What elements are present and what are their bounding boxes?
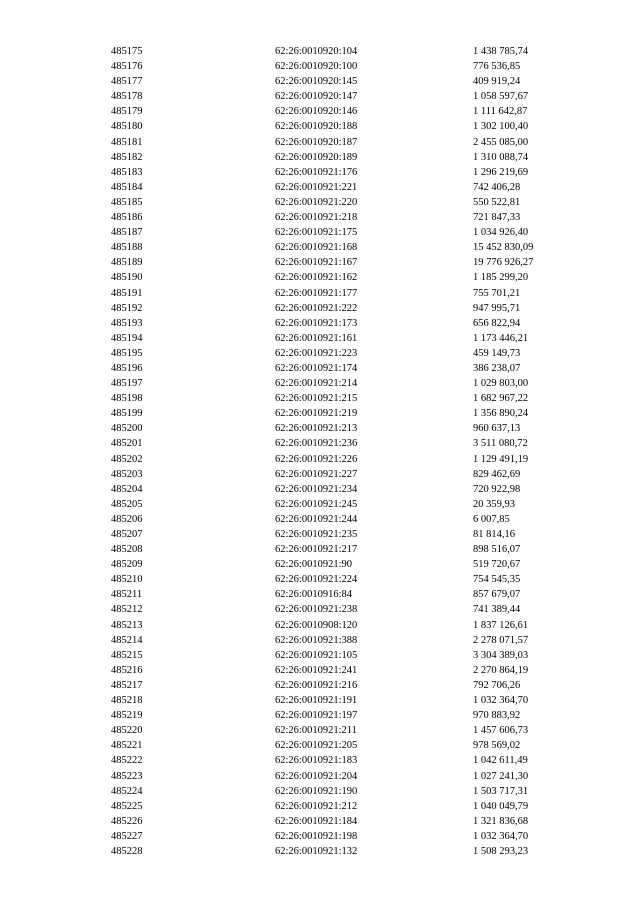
table-row bbox=[111, 587, 573, 602]
table-row bbox=[111, 150, 573, 165]
row-id-cell: 485185 bbox=[111, 196, 143, 208]
cadastral-value-cell: 1 129 491,19 bbox=[473, 453, 529, 465]
cadastral-number-cell: 62:26:0010921:226 bbox=[275, 453, 358, 465]
cadastral-number-cell: 62:26:0010921:177 bbox=[275, 287, 358, 299]
cadastral-value-cell: 1 438 785,74 bbox=[473, 46, 529, 57]
row-id-cell: 485206 bbox=[111, 513, 143, 525]
table-row bbox=[111, 346, 573, 361]
table-row bbox=[111, 753, 573, 768]
table-row bbox=[111, 844, 573, 859]
table-row bbox=[111, 738, 573, 753]
cadastral-value-cell: 857 679,07 bbox=[473, 589, 521, 601]
cadastral-value-cell: 20 359,93 bbox=[473, 498, 515, 510]
table-row bbox=[111, 572, 573, 587]
cadastral-number-cell: 62:26:0010921:175 bbox=[275, 227, 358, 239]
row-id-cell: 485211 bbox=[111, 589, 143, 601]
row-id-cell: 485199 bbox=[111, 408, 143, 420]
table-row bbox=[111, 512, 573, 527]
row-id-cell: 485197 bbox=[111, 378, 143, 390]
cadastral-number-cell: 62:26:0010920:188 bbox=[275, 121, 358, 133]
table-row bbox=[111, 331, 573, 346]
table-row bbox=[111, 542, 573, 557]
cadastral-value-cell: 792 706,26 bbox=[473, 679, 521, 691]
cadastral-number-cell: 62:26:0010920:189 bbox=[275, 151, 358, 163]
cadastral-number-cell: 62:26:0010916:84 bbox=[275, 589, 353, 601]
cadastral-value-cell: 898 516,07 bbox=[473, 544, 521, 556]
table-row bbox=[111, 618, 573, 633]
table-row bbox=[111, 286, 573, 301]
cadastral-number-cell: 62:26:0010921:184 bbox=[275, 815, 358, 827]
row-id-cell: 485194 bbox=[111, 332, 143, 344]
table-row bbox=[111, 497, 573, 512]
cadastral-value-cell: 1 029 803,00 bbox=[473, 378, 529, 390]
cadastral-value-cell: 15 452 830,09 bbox=[473, 242, 534, 254]
row-id-cell: 485227 bbox=[111, 830, 143, 842]
row-id-cell: 485184 bbox=[111, 181, 143, 193]
cadastral-value-cell: 741 389,44 bbox=[473, 604, 521, 616]
table-row bbox=[111, 104, 573, 119]
cadastral-number-cell: 62:26:0010921:222 bbox=[275, 302, 358, 314]
table-row bbox=[111, 421, 573, 436]
cadastral-number-cell: 62:26:0010921:217 bbox=[275, 544, 358, 556]
row-id-cell: 485222 bbox=[111, 755, 143, 767]
table-row bbox=[111, 255, 573, 270]
table-row bbox=[111, 361, 573, 376]
cadastral-number-cell: 62:26:0010921:244 bbox=[275, 513, 358, 525]
table-row bbox=[111, 769, 573, 784]
table-row bbox=[111, 240, 573, 255]
table-row bbox=[111, 708, 573, 723]
table-row bbox=[111, 316, 573, 331]
row-id-cell: 485223 bbox=[111, 770, 143, 782]
row-id-cell: 485216 bbox=[111, 664, 143, 676]
cadastral-number-cell: 62:26:0010921:212 bbox=[275, 800, 358, 812]
cadastral-value-cell: 3 304 389,03 bbox=[473, 649, 529, 661]
table-row bbox=[111, 452, 573, 467]
cadastral-number-cell: 62:26:0010921:235 bbox=[275, 529, 358, 540]
row-id-cell: 485186 bbox=[111, 212, 143, 224]
cadastral-number-cell: 62:26:0010920:147 bbox=[275, 91, 358, 103]
table-row bbox=[111, 633, 573, 648]
cadastral-number-cell: 62:26:0010921:190 bbox=[275, 785, 358, 797]
cadastral-number-cell: 62:26:0010921:218 bbox=[275, 212, 358, 224]
cadastral-number-cell: 62:26:0010921:223 bbox=[275, 347, 358, 359]
cadastral-value-cell: 720 922,98 bbox=[473, 483, 521, 495]
cadastral-value-cell: 1 042 611,49 bbox=[473, 755, 528, 767]
cadastral-value-cell: 1 034 926,40 bbox=[473, 227, 529, 239]
table-row bbox=[111, 89, 573, 104]
row-id-cell: 485195 bbox=[111, 347, 143, 359]
cadastral-number-cell: 62:26:0010920:145 bbox=[275, 76, 358, 88]
cadastral-value-cell: 519 720,67 bbox=[473, 559, 521, 571]
row-id-cell: 485205 bbox=[111, 498, 143, 510]
cadastral-value-cell: 1 682 967,22 bbox=[473, 393, 529, 405]
cadastral-value-cell: 829 462,69 bbox=[473, 468, 521, 480]
row-id-cell: 485209 bbox=[111, 559, 143, 571]
row-id-cell: 485219 bbox=[111, 710, 143, 722]
cadastral-value-cell: 754 545,35 bbox=[473, 574, 521, 586]
cadastral-number-cell: 62:26:0010921:216 bbox=[275, 679, 358, 691]
row-id-cell: 485193 bbox=[111, 317, 143, 329]
row-id-cell: 485201 bbox=[111, 438, 143, 450]
cadastral-number-cell: 62:26:0010921:191 bbox=[275, 695, 358, 707]
table-row bbox=[111, 693, 573, 708]
row-id-cell: 485176 bbox=[111, 61, 143, 73]
table-row bbox=[111, 225, 573, 240]
cadastral-number-cell: 62:26:0010921:198 bbox=[275, 830, 358, 842]
row-id-cell: 485178 bbox=[111, 91, 143, 103]
cadastral-value-cell: 1 302 100,40 bbox=[473, 121, 529, 133]
row-id-cell: 485214 bbox=[111, 634, 143, 646]
table-row bbox=[111, 119, 573, 134]
row-id-cell: 485177 bbox=[111, 76, 143, 88]
cadastral-value-cell: 19 776 926,27 bbox=[473, 257, 534, 269]
cadastral-number-cell: 62:26:0010921:204 bbox=[275, 770, 358, 782]
cadastral-number-cell: 62:26:0010921:238 bbox=[275, 604, 358, 616]
row-id-cell: 485207 bbox=[111, 529, 143, 540]
row-id-cell: 485225 bbox=[111, 800, 143, 812]
cadastral-value-cell: 721 847,33 bbox=[473, 212, 521, 224]
cadastral-number-cell: 62:26:0010921:215 bbox=[275, 393, 358, 405]
table-row bbox=[111, 784, 573, 799]
cadastral-value-cell: 1 032 364,70 bbox=[473, 830, 529, 842]
cadastral-number-cell: 62:26:0010921:162 bbox=[275, 272, 358, 284]
row-id-cell: 485196 bbox=[111, 362, 143, 374]
cadastral-number-cell: 62:26:0010920:100 bbox=[275, 61, 358, 73]
row-id-cell: 485208 bbox=[111, 544, 143, 556]
table-row bbox=[111, 467, 573, 482]
table-row bbox=[111, 180, 573, 195]
row-id-cell: 485179 bbox=[111, 106, 143, 118]
table-row bbox=[111, 678, 573, 693]
table-row bbox=[111, 436, 573, 451]
cadastral-number-cell: 62:26:0010921:245 bbox=[275, 498, 358, 510]
cadastral-number-cell: 62:26:0010920:104 bbox=[275, 46, 358, 57]
table-row bbox=[111, 527, 573, 542]
row-id-cell: 485212 bbox=[111, 604, 143, 616]
cadastral-number-cell: 62:26:0010921:211 bbox=[275, 725, 357, 737]
cadastral-value-cell: 1 508 293,23 bbox=[473, 845, 529, 857]
cadastral-value-cell: 776 536,85 bbox=[473, 61, 521, 73]
table-row bbox=[111, 829, 573, 844]
cadastral-value-cell: 386 238,07 bbox=[473, 362, 521, 374]
cadastral-number-cell: 62:26:0010920:187 bbox=[275, 136, 358, 148]
cadastral-number-cell: 62:26:0010921:227 bbox=[275, 468, 358, 480]
cadastral-number-cell: 62:26:0010921:173 bbox=[275, 317, 358, 329]
cadastral-number-cell: 62:26:0010921:167 bbox=[275, 257, 358, 269]
table-row bbox=[111, 406, 573, 421]
table-row bbox=[111, 557, 573, 572]
cadastral-value-cell: 81 814,16 bbox=[473, 529, 515, 540]
row-id-cell: 485202 bbox=[111, 453, 143, 465]
row-id-cell: 485215 bbox=[111, 649, 143, 661]
cadastral-value-cell: 755 701,21 bbox=[473, 287, 521, 299]
cadastral-number-cell: 62:26:0010921:161 bbox=[275, 332, 358, 344]
table-row bbox=[111, 74, 573, 89]
row-id-cell: 485187 bbox=[111, 227, 143, 239]
cadastral-number-cell: 62:26:0010921:241 bbox=[275, 664, 358, 676]
cadastral-number-cell: 62:26:0010921:205 bbox=[275, 740, 358, 752]
row-id-cell: 485198 bbox=[111, 393, 143, 405]
cadastral-value-cell: 1 027 241,30 bbox=[473, 770, 529, 782]
cadastral-value-cell: 1 173 446,21 bbox=[473, 332, 529, 344]
row-id-cell: 485226 bbox=[111, 815, 143, 827]
cadastral-value-cell: 3 511 080,72 bbox=[473, 438, 528, 450]
row-id-cell: 485220 bbox=[111, 725, 143, 737]
table-row bbox=[111, 210, 573, 225]
row-id-cell: 485228 bbox=[111, 845, 143, 857]
table-row bbox=[111, 59, 573, 74]
row-id-cell: 485204 bbox=[111, 483, 143, 495]
cadastral-value-cell: 960 637,13 bbox=[473, 423, 521, 435]
cadastral-value-cell: 970 883,92 bbox=[473, 710, 521, 722]
cadastral-number-cell: 62:26:0010921:236 bbox=[275, 438, 358, 450]
cadastral-number-cell: 62:26:0010921:234 bbox=[275, 483, 358, 495]
cadastral-value-table bbox=[111, 44, 573, 859]
table-row bbox=[111, 135, 573, 150]
row-id-cell: 485200 bbox=[111, 423, 143, 435]
cadastral-number-cell: 62:26:0010920:146 bbox=[275, 106, 358, 118]
cadastral-value-cell: 1 837 126,61 bbox=[473, 619, 529, 631]
cadastral-value-cell: 947 995,71 bbox=[473, 302, 521, 314]
table-row bbox=[111, 195, 573, 210]
row-id-cell: 485181 bbox=[111, 136, 143, 148]
table-row bbox=[111, 723, 573, 738]
table-row bbox=[111, 391, 573, 406]
cadastral-number-cell: 62:26:0010921:183 bbox=[275, 755, 358, 767]
cadastral-value-cell: 409 919,24 bbox=[473, 76, 521, 88]
table-row bbox=[111, 270, 573, 285]
cadastral-value-cell: 6 007,85 bbox=[473, 513, 510, 525]
row-id-cell: 485218 bbox=[111, 695, 143, 707]
cadastral-value-cell: 1 111 642,87 bbox=[473, 106, 528, 118]
row-id-cell: 485210 bbox=[111, 574, 143, 586]
cadastral-value-cell: 1 185 299,20 bbox=[473, 272, 529, 284]
row-id-cell: 485192 bbox=[111, 302, 143, 314]
table-row bbox=[111, 814, 573, 829]
table-row bbox=[111, 648, 573, 663]
cadastral-number-cell: 62:26:0010921:197 bbox=[275, 710, 358, 722]
cadastral-value-cell: 1 310 088,74 bbox=[473, 151, 529, 163]
row-id-cell: 485213 bbox=[111, 619, 143, 631]
cadastral-number-cell: 62:26:0010921:214 bbox=[275, 378, 358, 390]
cadastral-value-cell: 2 278 071,57 bbox=[473, 634, 529, 646]
cadastral-value-cell: 1 040 049,79 bbox=[473, 800, 529, 812]
row-id-cell: 485188 bbox=[111, 242, 143, 254]
table-row bbox=[111, 44, 573, 59]
cadastral-value-cell: 656 822,94 bbox=[473, 317, 521, 329]
table-row bbox=[111, 602, 573, 617]
cadastral-value-cell: 1 321 836,68 bbox=[473, 815, 529, 827]
cadastral-value-cell: 1 356 890,24 bbox=[473, 408, 529, 420]
table-row bbox=[111, 301, 573, 316]
row-id-cell: 485224 bbox=[111, 785, 143, 797]
cadastral-number-cell: 62:26:0010908:120 bbox=[275, 619, 358, 631]
cadastral-value-cell: 550 522,81 bbox=[473, 196, 521, 208]
row-id-cell: 485221 bbox=[111, 740, 143, 752]
table-body bbox=[111, 44, 573, 859]
cadastral-value-cell: 1 457 606,73 bbox=[473, 725, 529, 737]
cadastral-value-cell: 978 569,02 bbox=[473, 740, 521, 752]
row-id-cell: 485203 bbox=[111, 468, 143, 480]
cadastral-number-cell: 62:26:0010921:388 bbox=[275, 634, 358, 646]
cadastral-value-cell: 1 296 219,69 bbox=[473, 166, 529, 178]
row-id-cell: 485180 bbox=[111, 121, 143, 133]
row-id-cell: 485182 bbox=[111, 151, 143, 163]
row-id-cell: 485189 bbox=[111, 257, 143, 269]
table-row bbox=[111, 663, 573, 678]
cadastral-number-cell: 62:26:0010921:219 bbox=[275, 408, 358, 420]
cadastral-value-cell: 1 503 717,31 bbox=[473, 785, 529, 797]
table-row bbox=[111, 165, 573, 180]
cadastral-value-cell: 1 058 597,67 bbox=[473, 91, 529, 103]
cadastral-number-cell: 62:26:0010921:221 bbox=[275, 181, 358, 193]
cadastral-number-cell: 62:26:0010921:132 bbox=[275, 845, 358, 857]
table-row bbox=[111, 376, 573, 391]
table-row bbox=[111, 482, 573, 497]
table-row bbox=[111, 799, 573, 814]
cadastral-number-cell: 62:26:0010921:213 bbox=[275, 423, 358, 435]
cadastral-number-cell: 62:26:0010921:174 bbox=[275, 362, 358, 374]
cadastral-number-cell: 62:26:0010921:105 bbox=[275, 649, 358, 661]
cadastral-number-cell: 62:26:0010921:90 bbox=[275, 559, 353, 571]
row-id-cell: 485217 bbox=[111, 679, 143, 691]
cadastral-value-cell: 742 406,28 bbox=[473, 181, 521, 193]
row-id-cell: 485175 bbox=[111, 46, 143, 57]
cadastral-value-cell: 2 270 864,19 bbox=[473, 664, 529, 676]
cadastral-value-cell: 1 032 364,70 bbox=[473, 695, 529, 707]
row-id-cell: 485191 bbox=[111, 287, 143, 299]
row-id-cell: 485183 bbox=[111, 166, 143, 178]
cadastral-number-cell: 62:26:0010921:168 bbox=[275, 242, 358, 254]
cadastral-value-cell: 459 149,73 bbox=[473, 347, 521, 359]
cadastral-number-cell: 62:26:0010921:176 bbox=[275, 166, 358, 178]
cadastral-number-cell: 62:26:0010921:220 bbox=[275, 196, 358, 208]
cadastral-value-cell: 2 455 085,00 bbox=[473, 136, 529, 148]
row-id-cell: 485190 bbox=[111, 272, 143, 284]
cadastral-number-cell: 62:26:0010921:224 bbox=[275, 574, 358, 586]
